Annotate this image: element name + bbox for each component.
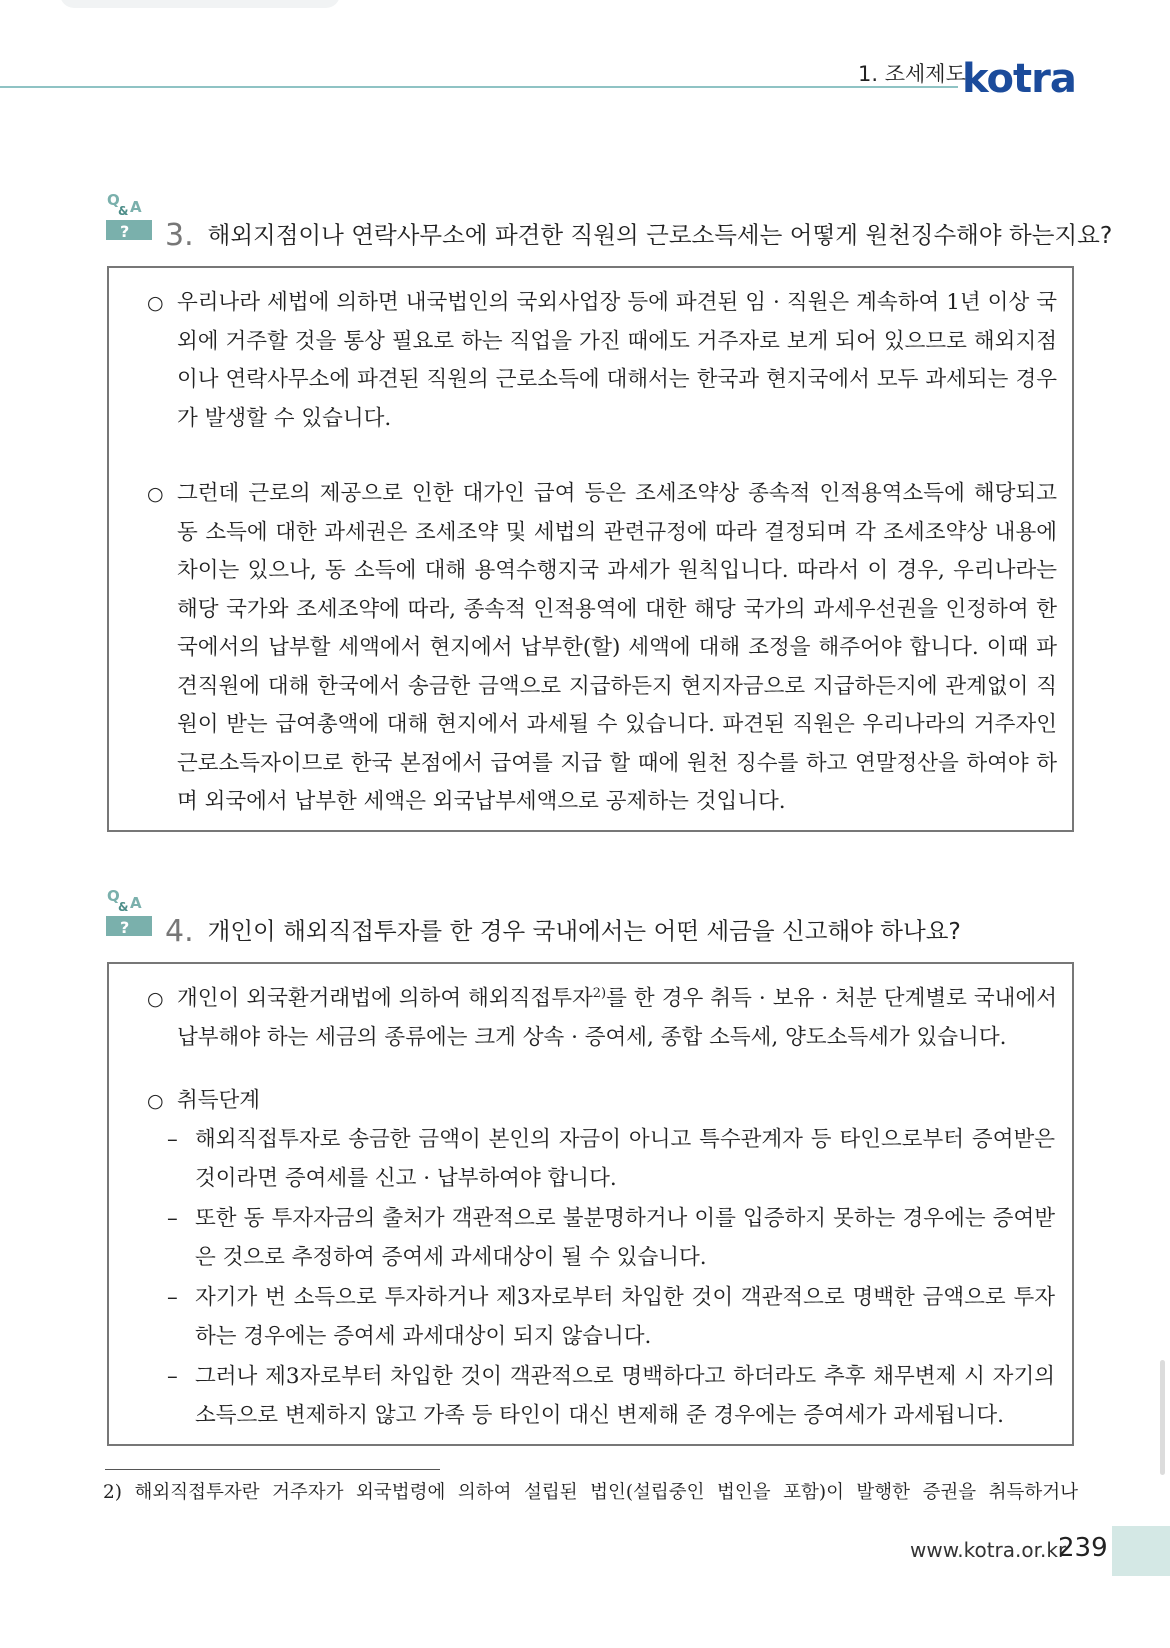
dash-text: 또한 동 투자자금의 출처가 객관적으로 불분명하거나 이를 입증하지 못하는 경우에는 증여받은 것으로 추정하여 증여세 과세대상이 될 수 있습니다. xyxy=(195,1206,1055,1270)
answer-paragraph xyxy=(147,475,1057,822)
stage-heading xyxy=(147,1082,1057,1121)
header-rule xyxy=(0,86,958,88)
footer-tab-decoration xyxy=(1112,1526,1170,1576)
bullet-mark: ○ xyxy=(147,1090,164,1112)
answer-box xyxy=(107,266,1074,832)
question-title xyxy=(165,912,961,949)
dash-text: 자기가 번 소득으로 투자하거나 제3자로부터 차입한 것이 객관적으로 명백한 금액으로 투자하는 경우에는 증여세 과세대상이 되지 않습니다. xyxy=(195,1285,1055,1349)
svg-text:Q: Q xyxy=(107,887,120,905)
footnote-reference[interactable]: 2) xyxy=(592,986,607,1001)
question-title xyxy=(165,216,1112,253)
svg-text:A: A xyxy=(130,198,142,216)
dash-mark: – xyxy=(167,1364,178,1389)
question-text: 해외지점이나 연락사무소에 파견한 직원의 근로소득세는 어떻게 원천징수해야 하는지요? xyxy=(207,221,1113,249)
answer-paragraph xyxy=(147,284,1057,438)
svg-text:?: ? xyxy=(120,222,130,241)
dash-item xyxy=(167,1200,1055,1277)
qa-icon xyxy=(104,190,154,244)
question-text: 개인이 해외직접투자를 한 경우 국내에서는 어떤 세금을 신고해야 하나요? xyxy=(207,917,961,945)
paragraph-text: 우리나라 세법에 의하면 내국법인의 국외사업장 등에 파견된 임 · 직원은 계속하여 1년 이상 국외에 거주할 것을 통상 필요로 하는 직업을 가진 때에도 거주자로 보게 되어 있으므로 해외지점이나 연락사무소에 파견된 직원의 근로소득에 대해서는 한국과 현지국에서 모두 과세되는 경우가 발생할 수 있습니다. xyxy=(177,290,1057,431)
qa-icon xyxy=(104,886,154,940)
kotra-logo: kotra xyxy=(962,56,1076,102)
question-number: 3. xyxy=(165,218,194,253)
svg-text:Q: Q xyxy=(107,191,120,209)
dash-mark: – xyxy=(167,1285,178,1310)
answer-paragraph xyxy=(147,980,1057,1057)
dash-text: 해외직접투자로 송금한 금액이 본인의 자금이 아니고 특수관계자 등 타인으로부터 증여받은 것이라면 증여세를 신고 · 납부하여야 합니다. xyxy=(195,1127,1055,1191)
dash-mark: – xyxy=(167,1127,178,1152)
answer-box xyxy=(107,962,1074,1446)
stage-title: 취득단계 xyxy=(177,1088,261,1113)
bullet-mark: ○ xyxy=(147,988,164,1010)
paragraph-text: 그런데 근로의 제공으로 인한 대가인 급여 등은 조세조약상 종속적 인적용역소득에 해당되고 동 소득에 대한 과세권은 조세조약 및 세법의 관련규정에 따라 결정되며 각 조세조약상 내용에 차이는 있으나, 동 소득에 대해 용역수행지국 과세가 원칙입니다. 따라서 이 경우, 우리나라는 해당 국가와 조세조약에 따라, 종속적 인적용역에 대한 해당 국가의 과세우선권을 인정하여 한국에서의 납부할 세액에서 현지에서 납부한(할) 세액에 대해 조정을 해주어야 합니다. 이때 파견직원에 대해 한국에서 송금한 금액으로 지급하든지 현지자금으로 지급하든지에 관계없이 직원이 받는 급여총액에 대해 현지에서 과세될 수 있습니다. 파견된 직원은 우리나라의 거주자인 근로소득자이므로 한국 본점에서 급여를 지급 할 때에 원천 징수를 하고 연말정산을 하여야 하며 외국에서 납부한 세액은 외국납부세액으로 공제하는 것입니다. xyxy=(177,481,1057,814)
scrollbar[interactable] xyxy=(1160,1360,1165,1475)
dash-mark: – xyxy=(167,1206,178,1231)
footnote-divider xyxy=(105,1469,440,1470)
footnote: 2) 해외직접투자란 거주자가 외국법령에 의하여 설립된 법인(설립중인 법인을 포함)이 발행한 증권을 취득하거나 xyxy=(103,1482,1078,1503)
paragraph-text: 를 한 경우 취득 · 보유 · 처분 단계별로 국내에서 납부해야 하는 세금의 종류에는 크게 상속 · 증여세, 종합 소득세, 양도소득세가 있습니다. xyxy=(177,986,1057,1050)
svg-text:&: & xyxy=(118,900,129,914)
dash-item xyxy=(167,1358,1055,1435)
paragraph-text: 개인이 외국환거래법에 의하여 해외직접투자 xyxy=(177,986,593,1011)
svg-text:&: & xyxy=(118,204,129,218)
svg-text:A: A xyxy=(130,894,142,912)
dash-item xyxy=(167,1121,1055,1198)
page-number: 239 xyxy=(1058,1533,1108,1563)
footer-url[interactable]: www.kotra.or.kr xyxy=(910,1538,1067,1562)
dash-text: 그러나 제3자로부터 차입한 것이 객관적으로 명백하다고 하더라도 추후 채무변제 시 자기의 소득으로 변제하지 않고 가족 등 타인이 대신 변제해 준 경우에는 증여세가 과세됩니다. xyxy=(195,1364,1055,1428)
dash-item xyxy=(167,1279,1055,1356)
bullet-mark: ○ xyxy=(147,483,164,505)
header-section-title: 1. 조세제도 xyxy=(858,62,966,86)
bullet-mark: ○ xyxy=(147,292,164,314)
svg-text:?: ? xyxy=(120,918,130,937)
question-number: 4. xyxy=(165,914,194,949)
top-decoration xyxy=(60,0,340,8)
